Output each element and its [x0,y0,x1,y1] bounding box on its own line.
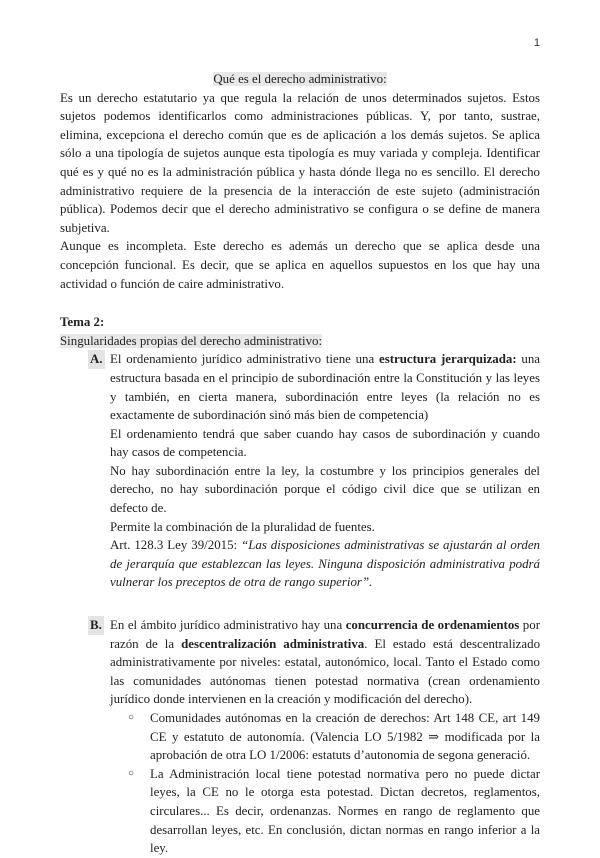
text: por razón de la [110,618,540,651]
page-number: 1 [533,37,540,49]
intro-paragraph-2: Aunque es incompleta. Este derecho es además un derecho que se aplica desde una concepción funcional. Es decir, que se aplica en aquellos supuestos en los que hay una actividad o función de caire administrativo. [60,239,540,291]
text: . El estado está descentralizado administrativamente por niveles: estatal, autonómico, local. Tanto el Estado como las comunidades autónomas tienen potestad normativa (crean ordenamiento jurídico donde intervienen en la creación y modificación del derecho). [110,636,541,707]
item-a-paragraph-2: El ordenamiento tendrá que saber cuando hay casos de subordinación y cuando hay casos de competencia. [110,426,540,460]
text: En el ámbito jurídico administrativo hay una [110,618,346,633]
section-title-text: Qué es el derecho administrativo: [213,72,387,86]
bold-text: estructura jerarquizada: [378,352,517,367]
sub-list-item [110,765,540,858]
italic-quote: “Las disposiciones administrativas se ajustarán al orden de jerarquía que establezcan las leyes. Ninguna disposición administrativa podrá vulnerar los preceptos de otra de rango superior”. [110,538,540,590]
item-a-paragraph-3: No hay subordinación entre la ley, la costumbre y los principios generales del derecho, no hay subordinación porque el código civil dice que se utilizan en defecto de. [110,463,540,516]
list-marker-a: A. [88,350,105,369]
item-a-paragraph-1 [110,350,540,424]
text: una estructura basada en el principio de subordinación entre la Constitución y las leyes y también, en cierta manera, subordinación entre leyes (la relación no es exactamente de subordinación sinó más bien de competencia) [110,352,540,423]
item-b-paragraph-1 [110,616,540,709]
bold-text: concurrencia de ordenamientos [345,618,520,633]
intro-paragraph-1: Es un derecho estatutario ya que regula la relación de unos determinados sujetos. Estos sujetos podemos identificarlos como administraciones públicas. Y, por tanto, sustrae, elimina, excepciona el derecho común que es de aplicación a los demás sujetos. Se aplica sólo a una tipología de sujetos aunque esta tipología es muy variada y compleja. Identificar qué es y qué no es la administración pública y hasta dónde llega no es sencillo. El derecho administrativo requiere de la presencia de la interacción de este sujeto (administración pública). Podemos decir que el derecho administrativo se configura o se define de manera subjetiva. [60,90,540,235]
sub-item-text: Comunidades autónomas en la creación de derechos: Art 148 CE, art 149 CE y estatuto de autonomía. (Valencia LO 5/1982 ⇒ modificada por la aprobación de otra LO 1/2006: estatuts d’autonomia de segona generació. [150,711,540,763]
list-item-a [60,350,540,592]
bold-text: descentralización administrativa [181,636,365,651]
list-item-b [60,616,540,858]
section-title [60,70,540,89]
bullet-icon: ○ [128,712,135,723]
tema-heading: Tema 2: [60,315,105,330]
subtitle-text: Singularidades propias del derecho administrativo: [60,333,323,348]
sub-item-text: La Administración local tiene potestad normativa pero no puede dictar leyes, la CE no le otorga esta potestad. Dictan decretos, reglamentos, circulares... Es decir, ordenanzas. Normes en rango de reglamento que desarrollan leyes, etc. En conclusión, dictan normas en rango inferior a la ley. [150,766,540,856]
sub-list-item [110,709,540,765]
item-a-quote [110,536,540,592]
text: Art. 128.3 Ley 39/2015: [110,538,242,553]
document-body [60,70,540,858]
subtitle [60,332,540,351]
text: El ordenamiento jurídico administrativo tiene una [110,352,379,367]
bullet-icon: ○ [128,767,135,779]
item-a-paragraph-4: Permite la combinación de la pluralidad de fuentes. [110,519,375,534]
list-marker-b: B. [88,616,104,635]
